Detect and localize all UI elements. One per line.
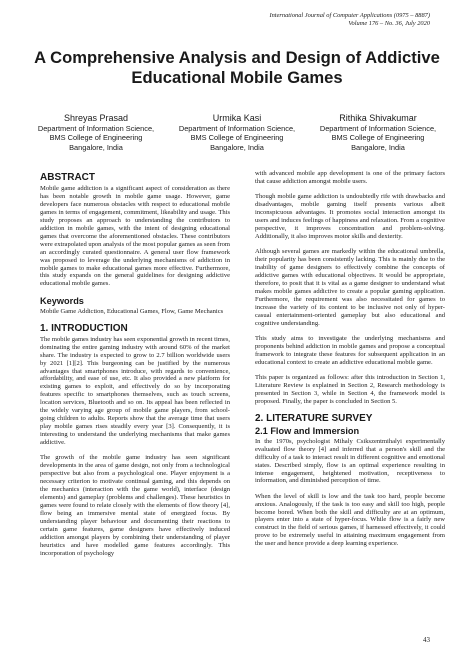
author-name: Shreyas Prasad: [63, 113, 129, 123]
journal-name: International Journal of Computer Applications (0975 – 8887): [269, 12, 430, 19]
paper-title: [30, 48, 444, 88]
left-column: [40, 170, 230, 565]
right-paragraph-3: Although several games are markedly within the educational umbrella, their popularity has been consistently lacking. This is mainly due to the inability of game designers to effectively combine the concepts of addictive games with educational objectives. It would be appropriate, therefore, to posit that it is vital as a game designer to understand what makes mobile games addictive to create a popular gaming application. Furthermore, the requirement was also necessitated for games to increase the variety of its content to be inclusive not only of hyper-casual entertainment-oriented gameplay but also educational and cognitive understanding.: [255, 248, 445, 327]
intro-paragraph-2: The growth of the mobile game industry has seen significant developments in the area of game design, not only from a technological perspective but also from a psychological one. Player enjoyment is a necessary criterion to motivate continual gaming, and this depends on the mechanics (interaction with the game world), interface (design elements) and gameplay (problems and challenges). These heuristics in games were found to relate closely with the elements of flow theory [4], flow being an immersive mental state of energized focus. By understanding player behaviour and documenting their reactions to certain game features, game designers have effectively induced addiction amongst players by combining their understanding of player heuristics and have modelled game features accordingly. This incorporation of psychology: [40, 454, 230, 557]
introduction-heading: 1. INTRODUCTION: [40, 322, 128, 334]
abstract-text: Mobile game addiction is a significant aspect of consideration as there has been notable growth in mobile game usage. However, game developers face numerous obstacles with respect to educational mobile games in terms of engagement, commitment, likeability and usage. This study proposes an approach to understanding the contributors to addiction in mobile games, with the intent of designing educational games that overcome the aforementioned obstacles. These contributors were extrapolated upon analysis of the most popular games as seen from an accordingly curated questionnaire. A general user flow framework was proposed to leverage the underlying mechanisms of addiction in mobile games to make educational games more effective. Furthermore, this study expands on the general guidelines for designing addictive educational mobile games.: [40, 185, 230, 288]
paper-title-line2: Educational Mobile Games: [131, 68, 343, 87]
journal-header: [130, 12, 430, 28]
right-paragraph-2: Though mobile game addiction is undoubtedly rife with drawbacks and disadvantages, mobile gaming itself presents various albeit inconspicuous advantages. It promotes social interaction amongst its users and induces feelings of happiness and relaxation. From a cognitive perspective, it improves concentration and problem-solving. Additionally, it also improves motor skills and dexterity.: [255, 193, 445, 240]
author-place: Bangalore, India: [351, 142, 405, 152]
author-dept: Department of Information Science,: [319, 124, 437, 133]
author-college: BMS College of Engineering: [49, 133, 143, 143]
author-block-3: [310, 112, 446, 152]
right-paragraph-5: This paper is organized as follows: after this introduction in Section 1, Literature Review is explained in Section 2, Research methodology is presented in Section 3, while in Section 4, the framework model is proposed. Finally, the paper is concluded in Section 5.: [255, 373, 445, 405]
author-place: Bangalore, India: [210, 142, 264, 152]
intro-paragraph-1: The mobile games industry has seen exponential growth in recent times, dominating the entire gaming industry with around 60% of the market share. The industry is expected to grow to 2.7 billion worldwide users by 2021 [1][2]. This burgeoning can be justified by the numerous advantages that smartphones introduce, with regards to convenience, affordability, and ease of use, etc. It also provided a new platform for existing games to exploit, and effectively do so by incorporating features specific to smartphones themselves, such as touch screens, location services, Bluetooth and so on. Its appeal has been reflected in the widely varying age group of mobile game players, from school-going children to adults. Reports show that the average time that users play mobile games rises steadily every year [3]. Consequently, it is interesting to understand the underlying mechanisms that make games addictive.: [40, 335, 230, 447]
abstract-heading: ABSTRACT: [40, 172, 95, 183]
flow-immersion-heading: 2.1 Flow and Immersion: [255, 425, 360, 436]
author-block-2: [169, 112, 305, 152]
author-college: BMS College of Engineering: [190, 133, 284, 143]
right-column: [255, 170, 445, 555]
right-paragraph-4: This study aims to investigate the underlying mechanisms and proponents behind addiction in mobile games and propose a conceptual framework to integrate these features for subsequent application in an educational context to create an addictive educational mobile game.: [255, 334, 445, 366]
keywords-text: Mobile Game Addiction, Educational Games, Flow, Game Mechanics: [40, 307, 224, 315]
author-name: Urmika Kasi: [212, 113, 262, 123]
flow-paragraph-2: When the level of skill is low and the task too hard, people become anxious. Analogously, if the task is too easy and skill too high, people become bored. When both the skill and difficulty are at an optimum, players enter into a state of hyper-focus. While flow is a fairly new construct in the field of serious games, if harnessed effectively, it could prove to be extremely useful in attaining maximum engagement from the user and hence provide a deep learning experience.: [255, 492, 445, 548]
author-dept: Department of Information Science,: [37, 124, 155, 133]
keywords-heading: Keywords: [40, 295, 84, 306]
author-name: Rithika Shivakumar: [339, 113, 417, 123]
paper-title-line1: A Comprehensive Analysis and Design of Addictive: [34, 48, 440, 67]
flow-paragraph-1: In the 1970s, psychologist Mihaly Csikszentmihalyi experimentally evaluated flow theory [4] and inferred that a person's skill and the difficulty of a task to interact result in different cognitive and emotional states. Described simply, flow is an optimal experience resulting in intense engagement, heightened motivation, receptiveness to information, and diminished perception of time.: [255, 437, 445, 485]
right-paragraph-1: with advanced mobile app development is one of the primary factors that cause addiction amongst mobile users.: [255, 170, 445, 185]
author-college: BMS College of Engineering: [331, 133, 425, 143]
page-number: 43: [423, 636, 430, 644]
author-block-1: [28, 112, 164, 152]
literature-survey-heading: 2. LITERATURE SURVEY: [255, 412, 373, 424]
author-place: Bangalore, India: [69, 142, 123, 152]
journal-volume: Volume 176 – No. 36, July 2020: [348, 20, 430, 27]
author-dept: Department of Information Science,: [178, 124, 296, 133]
